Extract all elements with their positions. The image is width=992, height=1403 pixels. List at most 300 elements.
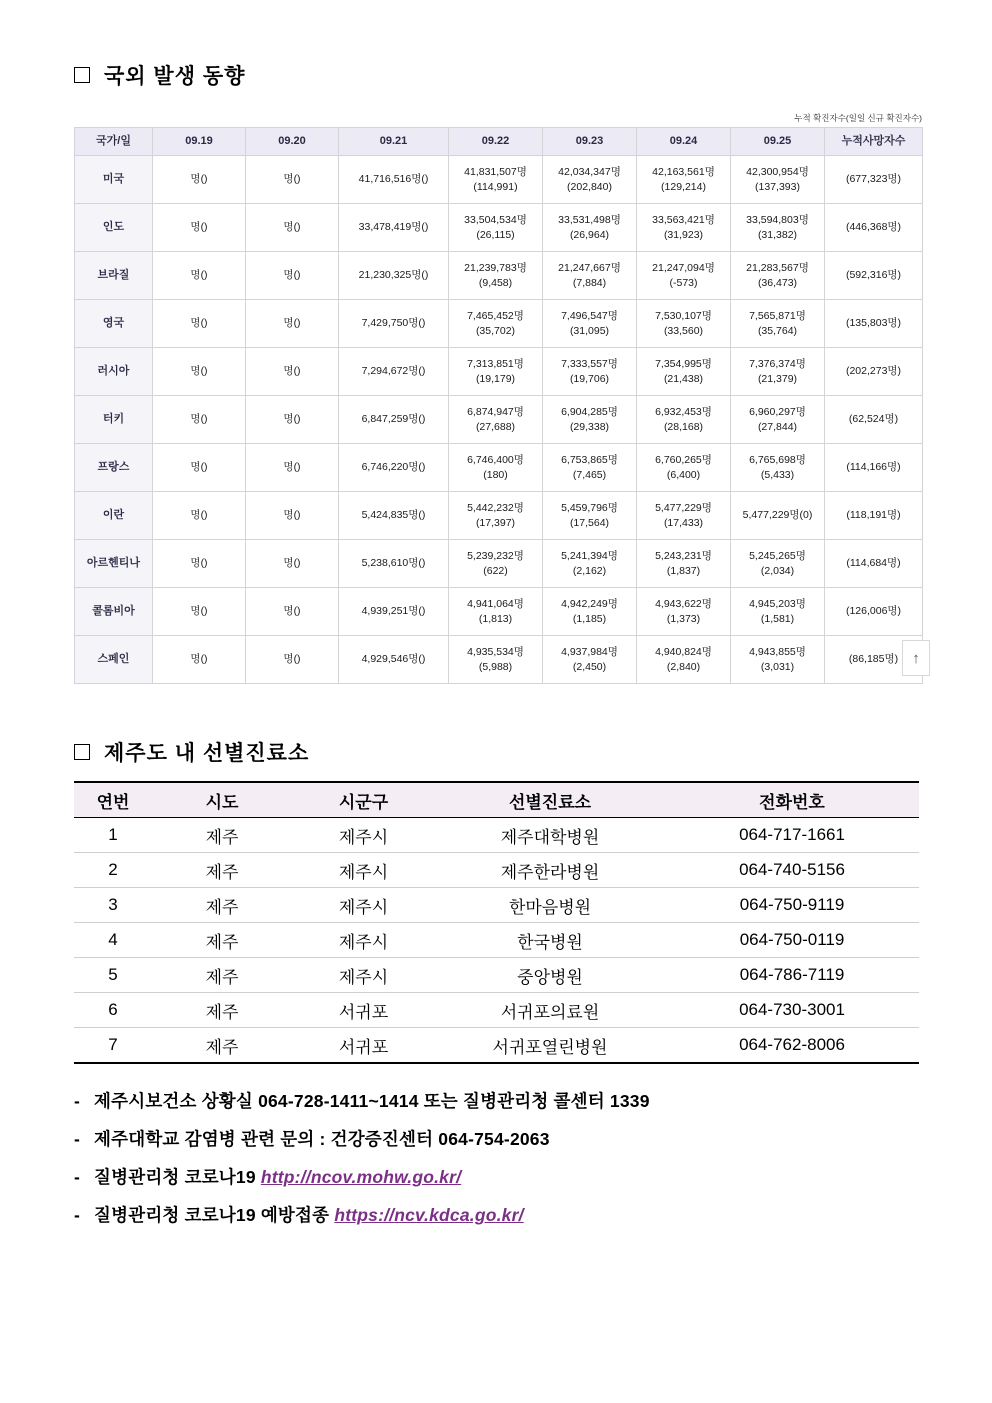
cases-cell-0925 [731, 492, 825, 540]
cases-cell-0922 [449, 444, 543, 492]
cumulative-cases: 명() [190, 221, 208, 234]
cumulative-cases: 4,942,249명 [561, 598, 618, 611]
cases-cell-0925 [731, 252, 825, 300]
cases-cell-0923 [543, 588, 637, 636]
cumulative-cases: 33,478,419명() [358, 221, 429, 234]
row-number: 1 [74, 818, 152, 853]
table-row [75, 540, 923, 588]
cumulative-cases: 명() [190, 173, 208, 186]
cumulative-cases: 4,945,203명 [749, 598, 806, 611]
cumulative-cases: 7,333,557명 [561, 358, 618, 371]
cases-cell-0922 [449, 492, 543, 540]
cumulative-cases: 7,565,871명 [749, 310, 806, 323]
daily-new-cases: (5,433) [760, 468, 795, 481]
daily-new-cases: (3,031) [760, 660, 795, 673]
cases-cell-0925 [731, 444, 825, 492]
clinic-name-cell: 한마음병원 [435, 888, 665, 923]
clinic-name-cell: 중앙병원 [435, 958, 665, 993]
table-row [75, 204, 923, 252]
jeju-clinics-section [74, 737, 924, 1064]
daily-new-cases: (17,564) [569, 516, 610, 529]
country-name-cell: 터키 [75, 396, 153, 444]
cumulative-cases: 4,941,064명 [467, 598, 524, 611]
note-line-3 [74, 1164, 934, 1189]
table-row [75, 444, 923, 492]
sido-cell: 제주 [152, 818, 292, 853]
cumulative-cases: 명() [283, 461, 301, 474]
sigungu-cell: 제주시 [292, 818, 435, 853]
sido-cell: 제주 [152, 1028, 292, 1064]
cumulative-cases: 명() [190, 317, 208, 330]
cases-cell-0925 [731, 636, 825, 684]
jeju-clinics-table [74, 781, 919, 1064]
cases-cell-0919 [153, 300, 246, 348]
cumulative-cases: 명() [283, 557, 301, 570]
cases-cell-0921 [339, 636, 449, 684]
col-0925: 09.25 [731, 128, 825, 156]
cumulative-cases: 21,239,783명 [464, 262, 527, 275]
note-text: 질병관리청 코로나19 예방접종 [94, 1205, 335, 1225]
cases-cell-0923 [543, 252, 637, 300]
daily-new-cases: (28,168) [663, 420, 704, 433]
col-country-date: 국가/일 [75, 128, 153, 156]
daily-new-cases: (21,438) [663, 372, 704, 385]
table-row [74, 1028, 919, 1064]
checkbox-icon [74, 744, 90, 760]
checkbox-icon [74, 67, 90, 83]
cases-cell-0925 [731, 204, 825, 252]
cumulative-cases: 명() [283, 605, 301, 618]
daily-new-cases: (1,185) [572, 612, 607, 625]
cumulative-cases: 6,874,947명 [467, 406, 524, 419]
cumulative-cases: 명() [190, 461, 208, 474]
footer-notes [74, 1088, 934, 1240]
cases-cell-0924 [637, 156, 731, 204]
world-section-title: 국외 발생 동향 [104, 65, 246, 88]
cumulative-cases: 5,424,835명() [361, 509, 426, 522]
cumulative-cases: 명() [283, 221, 301, 234]
cases-cell-0921 [339, 492, 449, 540]
cases-cell-0924 [637, 204, 731, 252]
daily-new-cases: (19,179) [475, 372, 516, 385]
cumulative-cases: 42,163,561명 [652, 166, 715, 179]
cases-cell-0923 [543, 492, 637, 540]
table-row [74, 853, 919, 888]
country-name-cell: 이란 [75, 492, 153, 540]
world-section-header [74, 60, 924, 90]
cumulative-cases: 명() [283, 365, 301, 378]
note-text: 질병관리청 코로나19 [94, 1167, 261, 1187]
cumulative-deaths-cell: (118,191명) [825, 492, 923, 540]
cumulative-cases: 6,904,285명 [561, 406, 618, 419]
bullet-dash: - [74, 1091, 81, 1111]
table-row [74, 958, 919, 993]
col-phone: 전화번호 [665, 782, 919, 818]
cases-cell-0923 [543, 204, 637, 252]
cases-cell-0925 [731, 396, 825, 444]
cumulative-cases: 6,746,220명() [361, 461, 426, 474]
cases-cell-0922 [449, 156, 543, 204]
cases-cell-0920 [246, 300, 339, 348]
sigungu-cell: 서귀포 [292, 993, 435, 1028]
cumulative-deaths-cell: (62,524명) [825, 396, 923, 444]
cumulative-cases: 41,831,507명 [464, 166, 527, 179]
cases-cell-0923 [543, 444, 637, 492]
cumulative-cases: 명() [190, 365, 208, 378]
sigungu-cell: 제주시 [292, 853, 435, 888]
cumulative-cases: 42,034,347명 [558, 166, 621, 179]
daily-new-cases: (180) [483, 468, 508, 481]
cases-cell-0920 [246, 204, 339, 252]
cases-cell-0924 [637, 348, 731, 396]
cases-cell-0919 [153, 156, 246, 204]
cases-cell-0919 [153, 444, 246, 492]
cumulative-cases: 6,847,259명() [361, 413, 426, 426]
cumulative-cases: 21,247,094명 [652, 262, 715, 275]
cumulative-cases: 7,376,374명 [749, 358, 806, 371]
daily-new-cases: (6,400) [666, 468, 701, 481]
col-cumulative-deaths: 누적사망자수 [825, 128, 923, 156]
cumulative-cases: 33,531,498명 [558, 214, 621, 227]
cumulative-cases: 21,283,567명 [746, 262, 809, 275]
cumulative-cases: 4,943,622명 [655, 598, 712, 611]
cases-cell-0920 [246, 348, 339, 396]
country-name-cell: 러시아 [75, 348, 153, 396]
daily-new-cases: (17,397) [475, 516, 516, 529]
cases-cell-0919 [153, 492, 246, 540]
cumulative-cases: 5,238,610명() [361, 557, 426, 570]
daily-new-cases: (114,991) [473, 180, 518, 193]
cumulative-cases: 5,243,231명 [655, 550, 712, 563]
cumulative-cases: 7,313,851명 [467, 358, 524, 371]
cumulative-deaths-cell: (592,316명) [825, 252, 923, 300]
phone-number-cell: 064-717-1661 [665, 818, 919, 853]
cumulative-cases: 명() [190, 653, 208, 666]
cumulative-cases: 명() [283, 653, 301, 666]
cumulative-cases: 7,530,107명 [655, 310, 712, 323]
daily-new-cases: (31,095) [569, 324, 610, 337]
cumulative-cases: 명() [190, 413, 208, 426]
cumulative-cases: 6,746,400명 [467, 454, 524, 467]
col-no: 연번 [74, 782, 152, 818]
cases-cell-0921 [339, 348, 449, 396]
cases-cell-0922 [449, 588, 543, 636]
daily-new-cases: (137,393) [755, 180, 800, 193]
cases-cell-0924 [637, 588, 731, 636]
cases-cell-0922 [449, 300, 543, 348]
cases-cell-0925 [731, 156, 825, 204]
clinic-name-cell: 제주한라병원 [435, 853, 665, 888]
note-link[interactable]: https://ncv.kdca.go.kr/ [334, 1205, 524, 1225]
daily-new-cases: (17,433) [663, 516, 704, 529]
note-line-1 [74, 1088, 934, 1113]
col-0924: 09.24 [637, 128, 731, 156]
daily-new-cases: (35,764) [757, 324, 798, 337]
country-name-cell: 미국 [75, 156, 153, 204]
daily-new-cases: (33,560) [663, 324, 704, 337]
cases-cell-0921 [339, 588, 449, 636]
world-table-header-row [75, 128, 923, 156]
cases-cell-0924 [637, 300, 731, 348]
cumulative-cases: 7,429,750명() [361, 317, 426, 330]
cumulative-cases: 7,496,547명 [561, 310, 618, 323]
jeju-table-header-row [74, 782, 919, 818]
jeju-section-title: 제주도 내 선별진료소 [104, 742, 310, 765]
cases-cell-0922 [449, 636, 543, 684]
cases-cell-0919 [153, 540, 246, 588]
row-number: 7 [74, 1028, 152, 1064]
phone-number-cell: 064-750-9119 [665, 888, 919, 923]
daily-new-cases: (27,688) [475, 420, 516, 433]
cumulative-cases: 6,760,265명 [655, 454, 712, 467]
daily-new-cases: (7,465) [572, 468, 607, 481]
phone-number-cell: 064-730-3001 [665, 993, 919, 1028]
cumulative-cases: 7,354,995명 [655, 358, 712, 371]
cases-cell-0920 [246, 588, 339, 636]
clinic-name-cell: 서귀포의료원 [435, 993, 665, 1028]
daily-new-cases: (26,964) [569, 228, 610, 241]
table-row [75, 252, 923, 300]
cumulative-cases: 5,477,229명(0) [742, 509, 813, 522]
daily-new-cases: (2,162) [572, 564, 607, 577]
cumulative-cases: 4,940,824명 [655, 646, 712, 659]
cases-cell-0920 [246, 396, 339, 444]
table-row [75, 492, 923, 540]
bullet-dash: - [74, 1205, 81, 1225]
table-row [75, 156, 923, 204]
note-text: 제주시보건소 상황실 064-728-1411~1414 또는 질병관리청 콜센터 1339 [94, 1091, 650, 1111]
phone-number-cell: 064-750-0119 [665, 923, 919, 958]
cases-cell-0919 [153, 348, 246, 396]
cases-cell-0920 [246, 540, 339, 588]
jeju-section-header [74, 737, 924, 767]
cumulative-cases: 4,935,534명 [467, 646, 524, 659]
cumulative-cases: 명() [283, 173, 301, 186]
cases-cell-0922 [449, 348, 543, 396]
cumulative-cases: 5,477,229명 [655, 502, 712, 515]
col-0923: 09.23 [543, 128, 637, 156]
cumulative-deaths-cell: (202,273명) [825, 348, 923, 396]
cumulative-cases: 5,245,265명 [749, 550, 806, 563]
cumulative-cases: 명() [283, 269, 301, 282]
cases-cell-0921 [339, 396, 449, 444]
daily-new-cases: (31,923) [663, 228, 704, 241]
cumulative-cases: 7,294,672명() [361, 365, 426, 378]
cumulative-deaths-cell: (677,323명) [825, 156, 923, 204]
cases-cell-0920 [246, 492, 339, 540]
daily-new-cases: (202,840) [567, 180, 612, 193]
cumulative-cases: 명() [190, 605, 208, 618]
cumulative-cases: 4,937,984명 [561, 646, 618, 659]
col-0920: 09.20 [246, 128, 339, 156]
cumulative-cases: 42,300,954명 [746, 166, 809, 179]
cases-cell-0922 [449, 396, 543, 444]
row-number: 2 [74, 853, 152, 888]
sido-cell: 제주 [152, 888, 292, 923]
daily-new-cases: (26,115) [476, 228, 515, 241]
cumulative-cases: 41,716,516명() [358, 173, 429, 186]
country-name-cell: 아르헨티나 [75, 540, 153, 588]
sido-cell: 제주 [152, 923, 292, 958]
sigungu-cell: 제주시 [292, 923, 435, 958]
cases-cell-0924 [637, 252, 731, 300]
cases-cell-0922 [449, 204, 543, 252]
cumulative-cases: 4,943,855명 [749, 646, 806, 659]
table-row [75, 348, 923, 396]
scroll-up-icon[interactable]: ↑ [902, 640, 930, 676]
cumulative-cases: 5,459,796명 [561, 502, 618, 515]
cases-cell-0922 [449, 252, 543, 300]
cases-cell-0922 [449, 540, 543, 588]
cumulative-cases: 명() [283, 317, 301, 330]
table-row [75, 588, 923, 636]
table-row [74, 818, 919, 853]
table-row [74, 888, 919, 923]
daily-new-cases: (19,706) [569, 372, 610, 385]
cumulative-deaths-cell: (446,368명) [825, 204, 923, 252]
cases-cell-0923 [543, 540, 637, 588]
daily-new-cases: (129,214) [661, 180, 706, 193]
daily-new-cases: (2,450) [572, 660, 607, 673]
daily-new-cases: (-573) [669, 276, 698, 289]
cases-cell-0921 [339, 444, 449, 492]
daily-new-cases: (1,813) [478, 612, 513, 625]
cases-cell-0923 [543, 156, 637, 204]
cases-cell-0925 [731, 540, 825, 588]
phone-number-cell: 064-740-5156 [665, 853, 919, 888]
world-table-note: 누적 확진자수(일일 신규 확진자수) [794, 113, 922, 123]
cases-cell-0924 [637, 540, 731, 588]
table-row [74, 923, 919, 958]
country-name-cell: 브라질 [75, 252, 153, 300]
table-row [75, 636, 923, 684]
cases-cell-0924 [637, 396, 731, 444]
sido-cell: 제주 [152, 958, 292, 993]
phone-number-cell: 064-786-7119 [665, 958, 919, 993]
cumulative-cases: 33,594,803명 [746, 214, 809, 227]
country-name-cell: 스페인 [75, 636, 153, 684]
daily-new-cases: (35,702) [475, 324, 516, 337]
cumulative-cases: 4,939,251명() [361, 605, 426, 618]
row-number: 4 [74, 923, 152, 958]
cumulative-cases: 명() [283, 509, 301, 522]
cases-cell-0920 [246, 252, 339, 300]
row-number: 5 [74, 958, 152, 993]
cases-cell-0923 [543, 636, 637, 684]
cases-cell-0919 [153, 396, 246, 444]
cases-cell-0919 [153, 204, 246, 252]
cumulative-cases: 5,241,394명 [561, 550, 618, 563]
note-line-4 [74, 1202, 934, 1227]
world-trend-section [74, 60, 924, 684]
cases-cell-0920 [246, 636, 339, 684]
cases-cell-0924 [637, 492, 731, 540]
country-name-cell: 인도 [75, 204, 153, 252]
table-row [75, 300, 923, 348]
sigungu-cell: 제주시 [292, 958, 435, 993]
daily-new-cases: (1,581) [760, 612, 795, 625]
daily-new-cases: (7,884) [572, 276, 607, 289]
cumulative-cases: 33,504,534명 [464, 214, 527, 227]
cases-cell-0925 [731, 300, 825, 348]
cases-cell-0919 [153, 252, 246, 300]
daily-new-cases: (2,034) [760, 564, 795, 577]
bullet-dash: - [74, 1129, 81, 1149]
cumulative-cases: 33,563,421명 [652, 214, 715, 227]
cases-cell-0919 [153, 636, 246, 684]
col-sigungu: 시군구 [292, 782, 435, 818]
table-row [74, 993, 919, 1028]
cases-cell-0925 [731, 588, 825, 636]
clinic-name-cell: 제주대학병원 [435, 818, 665, 853]
cases-cell-0921 [339, 300, 449, 348]
cases-cell-0921 [339, 204, 449, 252]
cumulative-cases: 5,239,232명 [467, 550, 524, 563]
daily-new-cases: (622) [483, 564, 508, 577]
daily-new-cases: (21,379) [757, 372, 798, 385]
cases-cell-0920 [246, 444, 339, 492]
table-row [75, 396, 923, 444]
cumulative-deaths-cell: (86,185명) [825, 636, 923, 684]
clinic-name-cell: 서귀포열린병원 [435, 1028, 665, 1064]
cumulative-cases: 6,753,865명 [561, 454, 618, 467]
daily-new-cases: (5,988) [478, 660, 513, 673]
note-text: 제주대학교 감염병 관련 문의 : 건강증진센터 064-754-2063 [94, 1129, 550, 1149]
col-clinic: 선별진료소 [435, 782, 665, 818]
bullet-dash: - [74, 1167, 81, 1187]
country-name-cell: 영국 [75, 300, 153, 348]
country-name-cell: 프랑스 [75, 444, 153, 492]
col-sido: 시도 [152, 782, 292, 818]
daily-new-cases: (9,458) [478, 276, 513, 289]
cumulative-deaths-cell: (135,803명) [825, 300, 923, 348]
cumulative-cases: 명() [283, 413, 301, 426]
cases-cell-0923 [543, 396, 637, 444]
cumulative-cases: 명() [190, 509, 208, 522]
cumulative-cases: 6,932,453명 [655, 406, 712, 419]
world-cases-table [74, 127, 923, 684]
row-number: 6 [74, 993, 152, 1028]
cases-cell-0924 [637, 444, 731, 492]
row-number: 3 [74, 888, 152, 923]
sigungu-cell: 제주시 [292, 888, 435, 923]
cumulative-cases: 명() [190, 557, 208, 570]
cases-cell-0924 [637, 636, 731, 684]
col-0919: 09.19 [153, 128, 246, 156]
cumulative-cases: 5,442,232명 [467, 502, 524, 515]
cumulative-cases: 명() [190, 269, 208, 282]
daily-new-cases: (27,844) [757, 420, 798, 433]
cumulative-cases: 21,230,325명() [358, 269, 429, 282]
cumulative-deaths-cell: (114,166명) [825, 444, 923, 492]
cumulative-cases: 4,929,546명() [361, 653, 426, 666]
note-line-2 [74, 1126, 934, 1151]
cumulative-cases: 7,465,452명 [467, 310, 524, 323]
cumulative-cases: 21,247,667명 [558, 262, 621, 275]
cases-cell-0919 [153, 588, 246, 636]
cases-cell-0923 [543, 300, 637, 348]
note-link[interactable]: http://ncov.mohw.go.kr/ [260, 1167, 462, 1187]
cases-cell-0921 [339, 252, 449, 300]
cases-cell-0921 [339, 156, 449, 204]
phone-number-cell: 064-762-8006 [665, 1028, 919, 1064]
cases-cell-0920 [246, 156, 339, 204]
cases-cell-0921 [339, 540, 449, 588]
cases-cell-0923 [543, 348, 637, 396]
cases-cell-0925 [731, 348, 825, 396]
daily-new-cases: (29,338) [569, 420, 610, 433]
sido-cell: 제주 [152, 853, 292, 888]
